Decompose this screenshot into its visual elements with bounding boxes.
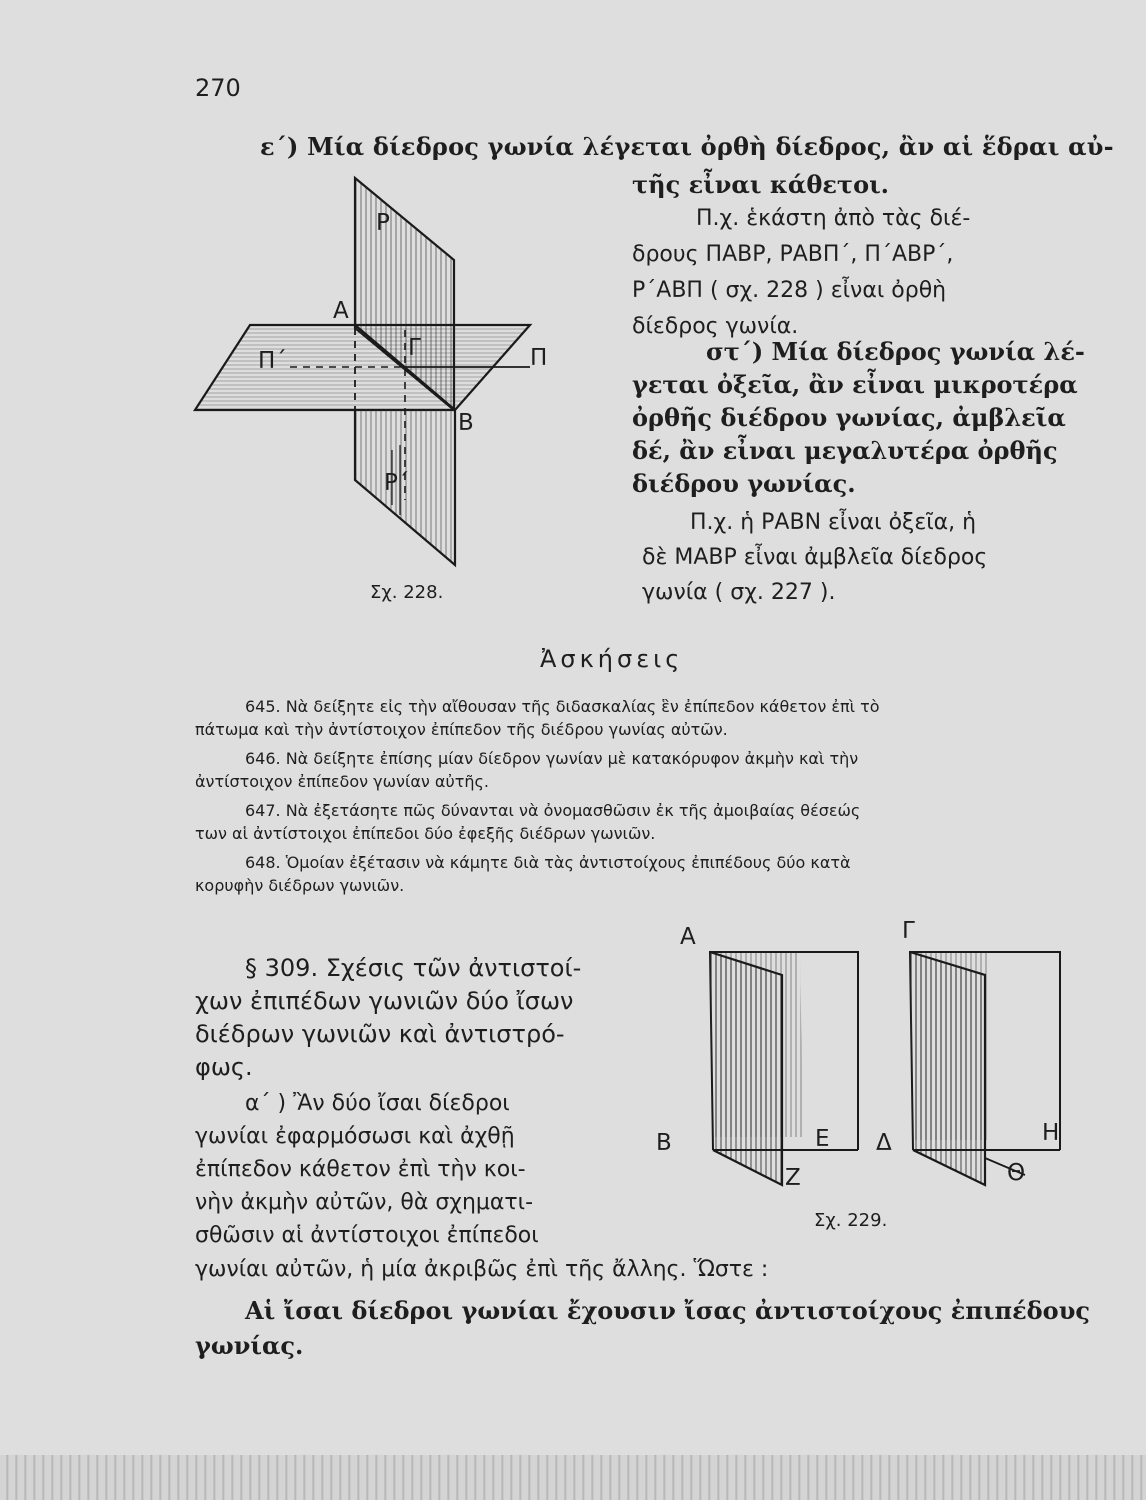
fig229-label-Gamma: Γ xyxy=(902,918,915,944)
exercise-text: 648. Ὁμοίαν ἐξέτασιν νὰ κάμητε διὰ τὰς ἀντιστοίχους ἐπιπέδους δύο κατὰ xyxy=(245,853,851,872)
example-line: γωνία ( σχ. 227 ). xyxy=(642,580,836,605)
fig229-caption: Σχ. 229. xyxy=(814,1210,888,1231)
exercises-heading: Ἀσκήσεις xyxy=(540,645,684,673)
theorem-line: γωνίας. xyxy=(195,1331,304,1360)
page-number: 270 xyxy=(195,74,241,102)
theorem-equal-dihedrals xyxy=(195,1293,1095,1363)
definition-right-dihedral-line1: ε΄) Μία δίεδρος γωνία λέγεται ὀρθὴ δίεδρος, ἂν αἱ ἕδραι αὐ- xyxy=(260,132,1114,161)
body-line: νὴν ἀκμὴν αὐτῶν, θὰ σχηματι- xyxy=(195,1190,534,1215)
exercise-text: πάτωμα καὶ τὴν ἀντίστοιχον ἐπίπεδον τῆς διέδρου γωνίας αὐτῶν. xyxy=(195,720,728,739)
exercise-text: 647. Νὰ ἐξετάσητε πῶς δύνανται νὰ ὀνομασθῶσιν ἐκ τῆς ἀμοιβαίας θέσεώς xyxy=(245,801,861,820)
fig229-label-E: Ε xyxy=(815,1126,830,1152)
fig228-label-P: Ρ xyxy=(376,210,390,236)
example-line: δίεδρος γωνία. xyxy=(632,314,799,339)
body-line: γωνίαι ἐφαρμόσωσι καὶ ἀχθῇ xyxy=(195,1124,515,1149)
fig229-label-Theta: Θ xyxy=(1007,1160,1026,1186)
theorem-line: Αἱ ἴσαι δίεδροι γωνίαι ἔχουσιν ἴσας ἀντιστοίχους ἐπιπέδους xyxy=(245,1296,1090,1325)
body-line: α΄ ) Ἂν δύο ἴσαι δίεδροι xyxy=(245,1091,510,1116)
exercise-text: 646. Νὰ δείξητε ἐπίσης μίαν δίεδρον γωνίαν μὲ κατακόρυφον ἀκμὴν καὶ τὴν xyxy=(245,749,859,768)
example-line: Π.χ. ἡ ΡΑΒΝ εἶναι ὀξεῖα, ἡ xyxy=(690,510,977,535)
exercise-item xyxy=(195,747,1105,793)
fig228-label-A: Α xyxy=(333,298,349,324)
fig229-label-Delta: Δ xyxy=(876,1130,892,1156)
definition-line: διέδρου γωνίας. xyxy=(632,469,856,498)
body-line: σθῶσιν αἱ ἀντίστοιχοι ἐπίπεδοι xyxy=(195,1223,539,1248)
exercise-item xyxy=(195,851,1105,897)
section-title-line: φως. xyxy=(195,1053,253,1081)
fig229-label-B: Β xyxy=(656,1130,672,1156)
exercise-text: 645. Νὰ δείξητε εἰς τὴν αἴθουσαν τῆς διδασκαλίας ἓν ἐπίπεδον κάθετον ἐπὶ τὸ xyxy=(245,697,880,716)
definition-line: ὀρθῆς διέδρου γωνίας, ἀμβλεῖα xyxy=(632,403,1066,432)
definition-line: γεται ὀξεῖα, ἂν εἶναι μικροτέρα xyxy=(632,370,1078,399)
section-309-body xyxy=(195,1087,640,1252)
definition-line: δέ, ἂν εἶναι μεγαλυτέρα ὀρθῆς xyxy=(632,436,1058,465)
exercise-list xyxy=(195,695,1105,897)
body-line: ἐπίπεδον κάθετον ἐπὶ τὴν κοι- xyxy=(195,1157,526,1182)
exercise-text: ἀντίστοιχον ἐπίπεδον γωνίαν αὐτῆς. xyxy=(195,772,489,791)
example-line: Ρ΄ΑΒΠ ( σχ. 228 ) εἶναι ὀρθὴ xyxy=(632,278,947,303)
fig228-caption: Σχ. 228. xyxy=(370,582,444,603)
fig228-label-Pi-prime: Π΄ xyxy=(258,348,287,374)
definition-line: στ΄) Μία δίεδρος γωνία λέ- xyxy=(706,337,1085,366)
fig228-label-P-prime: Ρ΄ xyxy=(384,470,410,496)
example-line: δρους ΠΑΒΡ, ΡΑΒΠ΄, Π΄ΑΒΡ΄, xyxy=(632,242,954,267)
fig229-label-H: Η xyxy=(1042,1120,1060,1146)
fig228-label-Pi: Π xyxy=(530,345,548,371)
exercise-text: κορυφὴν διέδρων γωνιῶν. xyxy=(195,876,405,895)
section-title-line: χων ἐπιπέδων γωνιῶν δύο ἴσων xyxy=(195,987,574,1015)
fig228-label-B: Β xyxy=(458,410,474,436)
section-title-line: § 309. Σχέσις τῶν ἀντιστοί- xyxy=(245,954,582,982)
fig229-label-A: Α xyxy=(680,924,696,950)
definition-right-dihedral-line2: τῆς εἶναι κάθετοι. xyxy=(632,170,890,199)
exercise-text: των αἱ ἀντίστοιχοι ἐπίπεδοι δύο ἐφεξῆς διέδρων γωνιῶν. xyxy=(195,824,656,843)
example-line: δὲ ΜΑΒΡ εἶναι ἀμβλεῖα δίεδρος xyxy=(642,545,988,570)
exercise-item xyxy=(195,799,1105,845)
section-309-title xyxy=(195,952,640,1084)
example-line: Π.χ. ἑκάστη ἀπὸ τὰς διέ- xyxy=(696,206,971,231)
section-title-line: διέδρων γωνιῶν καὶ ἀντιστρό- xyxy=(195,1020,565,1048)
exercise-item xyxy=(195,695,1105,741)
page-edge-strip xyxy=(0,1455,1146,1500)
section-309-conclusion: γωνίαι αὐτῶν, ἡ μία ἀκριβῶς ἐπὶ τῆς ἄλλης. Ὥστε : xyxy=(195,1257,769,1282)
fig229-label-Z: Ζ xyxy=(785,1165,801,1191)
fig228-label-Gamma: Γ xyxy=(408,335,421,361)
